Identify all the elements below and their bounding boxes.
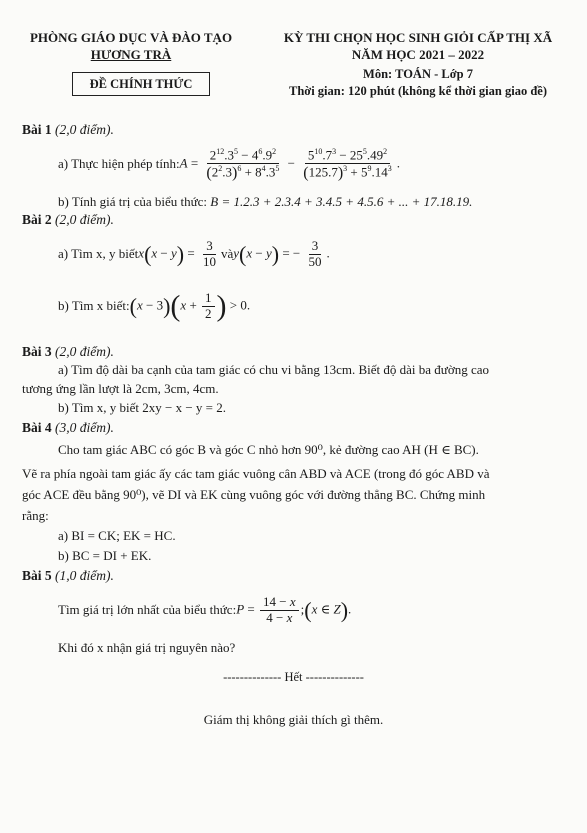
bai1-a-formula: A = $\frac{2^{12}.3^5 - 4^6.9^2}{(2^2.3)^6 + 8^4.3^5}$ − $\frac{5^{10}.7^3 - 25^5.49^2}{(125.7)^3 + 5^9.14^3}$ . — [179, 146, 400, 182]
bai4-part-a: a) BI = CK; EK = HC. — [58, 528, 176, 543]
bai4-part-b: b) BC = DI + EK. — [58, 548, 152, 563]
bai5-formula: P = $\frac{14 - x}{4 - x}$ ;(x ∈ Z). — [236, 593, 352, 625]
bai4-line4: rằng: — [22, 508, 49, 523]
bai3-part-a-line2: tương ứng lần lượt là 2cm, 3cm, 4cm. — [22, 381, 219, 396]
district-name: HƯƠNG TRÀ — [90, 47, 172, 62]
bai3-part-b: b) Tìm x, y biết 2xy − x − y = 2. — [58, 400, 226, 415]
school-year: NĂM HỌC 2021 – 2022 — [351, 47, 485, 62]
bai1-b-expression: B = 1.2.3 + 2.3.4 + 3.4.5 + 4.5.6 + ... + 17.18.19. — [210, 194, 473, 209]
bai5-line2: Khi đó x nhận giá trị nguyên nào? — [58, 640, 236, 655]
bai5-heading: Bài 5 (1,0 điểm). — [22, 568, 114, 583]
bai1-heading: Bài 1 (2,0 điểm). — [22, 122, 114, 137]
department-name: PHÒNG GIÁO DỤC VÀ ĐÀO TẠO — [29, 30, 233, 45]
bai4-line1: Cho tam giác ABC có góc B và góc C nhỏ hơn 90⁰, kẻ đường cao AH (H ∈ BC). — [58, 442, 479, 457]
proctor-note: Giám thị không giải thích gì thêm. — [203, 712, 384, 727]
exam-title: KỲ THI CHỌN HỌC SINH GIỎI CẤP THỊ XÃ — [283, 30, 553, 45]
bai4-heading: Bài 4 (3,0 điểm). — [22, 420, 114, 435]
bai1-a-label: a) Thực hiện phép tính: — [58, 156, 180, 171]
bai2-part-b: b) Tìm x biết: (x − 3)(x + $\frac{1}{2}$ ) > 0. — [58, 289, 251, 322]
subject-line: Môn: TOÁN - Lớp 7 — [363, 67, 473, 81]
bai2-a-formula: x(x − y) = $\frac{3}{10}$ — [138, 237, 216, 269]
bai3-heading: Bài 3 (2,0 điểm). — [22, 344, 114, 359]
bai4-line3: góc ACE đều bằng 90⁰), vẽ DI và EK cùng vuông góc với đường thẳng BC. Chứng minh — [22, 487, 486, 502]
bai2-heading: Bài 2 (2,0 điểm). — [22, 212, 114, 227]
bai2-part-a: a) Tìm x, y biết x(x − y) = $\frac{3}{10}$ và y(x − y) = − $\frac{3}{50}$ . — [58, 237, 330, 269]
time-line: Thời gian: 120 phút (không kể thời gian giao đề) — [288, 84, 547, 98]
bai3-part-a-line1: a) Tìm độ dài ba cạnh của tam giác có chu vi bằng 13cm. Biết độ dài ba đường cao — [58, 362, 489, 377]
bai1-part-b: b) Tính giá trị của biểu thức: B = 1.2.3 + 2.3.4 + 3.4.5 + 4.5.6 + ... + 17.18.19. — [58, 194, 473, 209]
bai2-b-formula: (x − 3)(x + $\frac{1}{2}$ ) > 0. — [129, 289, 251, 322]
bai1-part-a — [58, 140, 400, 188]
official-label: ĐỀ CHÍNH THỨC — [72, 72, 210, 96]
bai2-a-formula-2: y(x − y) = − $\frac{3}{50}$ . — [233, 237, 330, 269]
end-marker: -------------- Hết -------------- — [223, 670, 364, 684]
bai5-line1: Tìm giá trị lớn nhất của biểu thức: P = $\frac{14 - x}{4 - x}$ ;(x ∈ Z). — [58, 593, 352, 625]
bai4-line2: Vẽ ra phía ngoài tam giác ấy các tam giác vuông cân ABD và ACE (trong đó góc ABD và — [22, 466, 490, 481]
